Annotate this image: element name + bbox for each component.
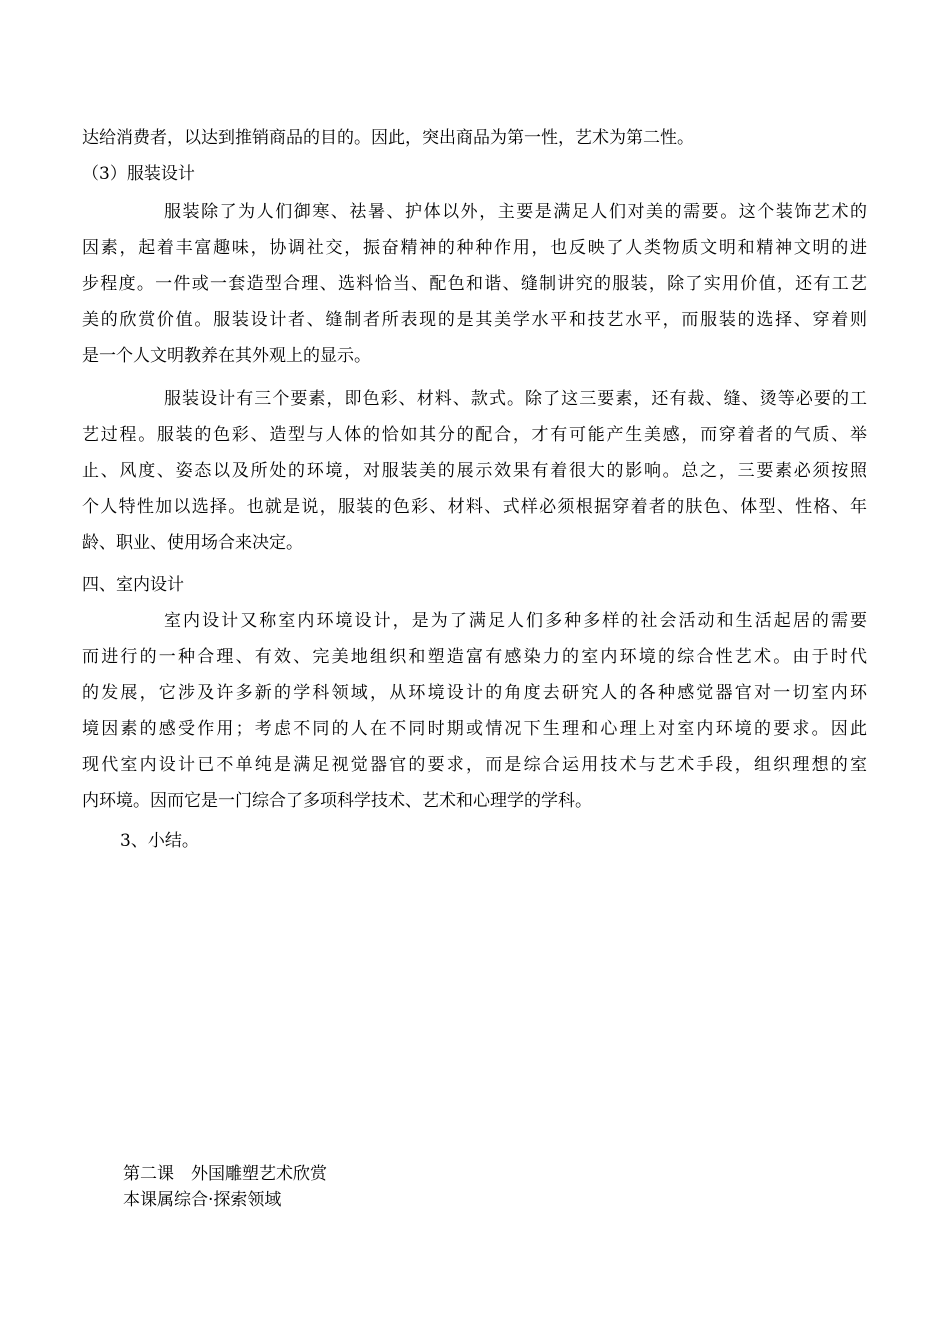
paragraph-line: 达给消费者，以达到推销商品的目的。因此，突出商品为第一性，艺术为第二性。 xyxy=(82,128,694,148)
paragraph-line: 艺过程。服装的色彩、造型与人体的恰如其分的配合，才有可能产生美感，而穿着者的气质、举 xyxy=(82,425,867,445)
section-heading-interior: 四、室内设计 xyxy=(82,575,184,595)
paragraph-line: 境因素的感受作用；考虑不同的人在不同时期或情况下生理和心理上对室内环境的要求。因此 xyxy=(82,719,867,739)
paragraph-line: 因素，起着丰富趣味，协调社交，振奋精神的种种作用，也反映了人类物质文明和精神文明的进 xyxy=(82,238,867,258)
paragraph-line: 内环境。因而它是一门综合了多项科学技术、艺术和心理学的学科。 xyxy=(82,791,592,811)
paragraph-line: 室内设计又称室内环境设计，是为了满足人们多种多样的社会活动和生活起居的需要 xyxy=(164,611,867,631)
paragraph-line: 服装除了为人们御寒、祛暑、护体以外，主要是满足人们对美的需要。这个装饰艺术的 xyxy=(164,202,867,222)
paragraph-line: 而进行的一种合理、有效、完美地组织和塑造富有感染力的室内环境的综合性艺术。由于时代 xyxy=(82,647,867,667)
lesson-domain: 本课属综合·探索领域 xyxy=(123,1190,282,1210)
paragraph-line: 现代室内设计已不单纯是满足视觉器官的要求，而是综合运用技术与艺术手段，组织理想的室 xyxy=(82,755,867,775)
lesson-title: 第二课 外国雕塑艺术欣赏 xyxy=(123,1164,327,1184)
paragraph-line: 步程度。一件或一套造型合理、选料恰当、配色和谐、缝制讲究的服装，除了实用价值，还有工艺 xyxy=(82,274,867,294)
section-heading-clothing: （3）服装设计 xyxy=(82,164,195,184)
paragraph-line: 个人特性加以选择。也就是说，服装的色彩、材料、式样必须根据穿着者的肤色、体型、性格、年 xyxy=(82,497,867,517)
paragraph-line: 是一个人文明教养在其外观上的显示。 xyxy=(82,346,371,366)
summary-heading: 3、小结。 xyxy=(120,831,199,851)
paragraph-line: 服装设计有三个要素，即色彩、材料、款式。除了这三要素，还有裁、缝、烫等必要的工 xyxy=(164,389,867,409)
paragraph-line: 的发展，它涉及许多新的学科领域，从环境设计的角度去研究人的各种感觉器官对一切室内环 xyxy=(82,683,867,703)
paragraph-line: 美的欣赏价值。服装设计者、缝制者所表现的是其美学水平和技艺水平，而服装的选择、穿着则 xyxy=(82,310,867,330)
paragraph-line: 龄、职业、使用场合来决定。 xyxy=(82,533,303,553)
paragraph-line: 止、风度、姿态以及所处的环境，对服装美的展示效果有着很大的影响。总之，三要素必须按照 xyxy=(82,461,867,481)
